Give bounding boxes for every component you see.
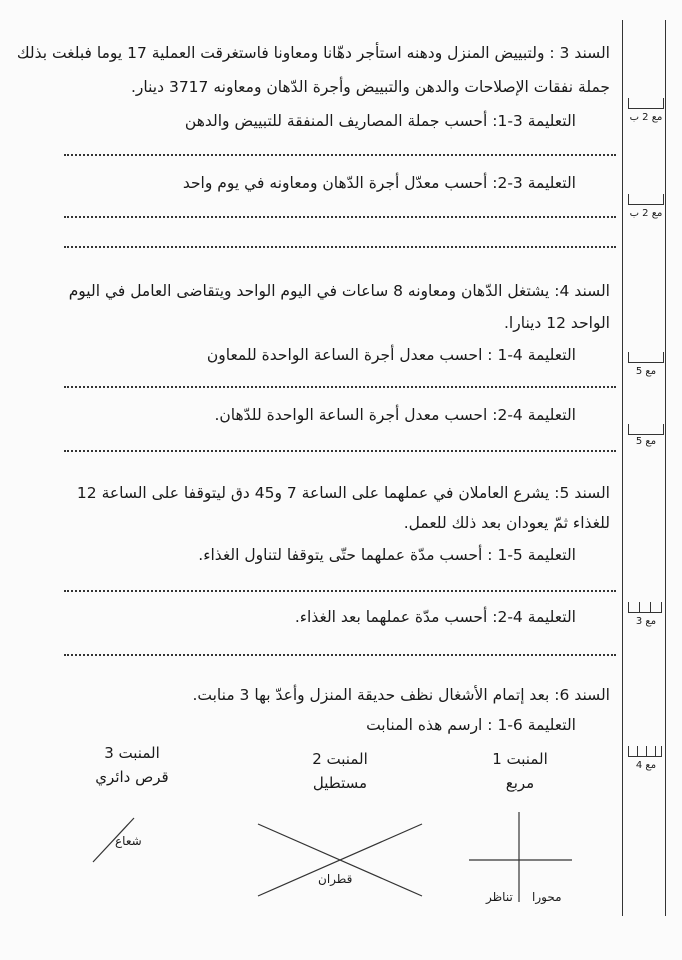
instruction-5-1: التعليمة 5-1 : أحسب مدّة عملهما حتّى يتوقفا لتناول الغذاء. <box>198 546 576 564</box>
grade-mark: مع 5 <box>635 366 657 377</box>
sanad4-line2: الواحد 12 دينارا. <box>504 314 610 332</box>
grade-mark: مع 2 ب <box>629 112 663 123</box>
instruction-3-2: التعليمة 3-2: أحسب معدّل أجرة الدّهان ومعاونه في يوم واحد <box>182 174 576 192</box>
label-diagonals: قطران <box>318 872 353 886</box>
bed1-shape: مربع <box>505 774 535 792</box>
score-box <box>628 424 664 435</box>
score-box <box>628 98 664 109</box>
bed2-shape: مستطيل <box>312 774 368 792</box>
grade-mark: مع 4 <box>635 760 657 771</box>
instruction-5-2: التعليمة 4-2: أحسب مدّة عملهما بعد الغذاء. <box>294 608 576 626</box>
score-box <box>628 746 662 757</box>
bed2-title: المنبت 2 <box>312 750 368 768</box>
sanad5-line1: السند 5: يشرع العاملان في عملهما على الساعة 7 و45 دق ليتوقفا على الساعة 12 <box>76 484 610 502</box>
score-box <box>628 602 662 613</box>
label-symmetry: تناظر <box>486 890 513 904</box>
sanad4-line1: السند 4: يشتغل الدّهان ومعاونه 8 ساعات في اليوم الواحد ويتقاضى العامل في اليوم <box>68 282 610 300</box>
score-box <box>628 352 664 363</box>
grade-mark: مع 3 <box>635 616 657 627</box>
grade-mark: مع 2 ب <box>629 208 663 219</box>
sanad6-line1: السند 6: بعد إتمام الأشغال نظف حديقة المنزل وأعدّ بها 3 منابت. <box>192 686 610 704</box>
label-radius: شعاع <box>115 834 142 848</box>
label-axes: محورا <box>532 890 562 904</box>
sanad5-line2: للغذاء ثمّ يعودان بعد ذلك للعمل. <box>403 514 610 532</box>
bed1-title: المنبت 1 <box>492 750 548 768</box>
instruction-3-1: التعليمة 3-1: أحسب جملة المصاريف المنفقة للتبييض والدهن <box>184 112 576 130</box>
score-box <box>628 194 664 205</box>
bed3-title: المنبت 3 <box>104 744 160 762</box>
sanad3-line1: السند 3 : ولتبييض المنزل ودهنه استأجر دهّانا ومعاونا فاستغرقت العملية 17 يوما فبلغت بذلك <box>16 44 610 62</box>
instruction-4-2: التعليمة 4-2: احسب معدل أجرة الساعة الواحدة للدّهان. <box>214 406 576 424</box>
sanad3-line2: جملة نفقات الإصلاحات والدهن والتبييض وأجرة الدّهان ومعاونه 3717 دينار. <box>130 78 610 96</box>
grade-mark: مع 5 <box>635 436 657 447</box>
instruction-4-1: التعليمة 4-1 : احسب معدل أجرة الساعة الواحدة للمعاون <box>206 346 576 364</box>
instruction-6-1: التعليمة 6-1 : ارسم هذه المنابت <box>366 716 576 734</box>
bed3-shape: قرص دائري <box>95 768 169 786</box>
